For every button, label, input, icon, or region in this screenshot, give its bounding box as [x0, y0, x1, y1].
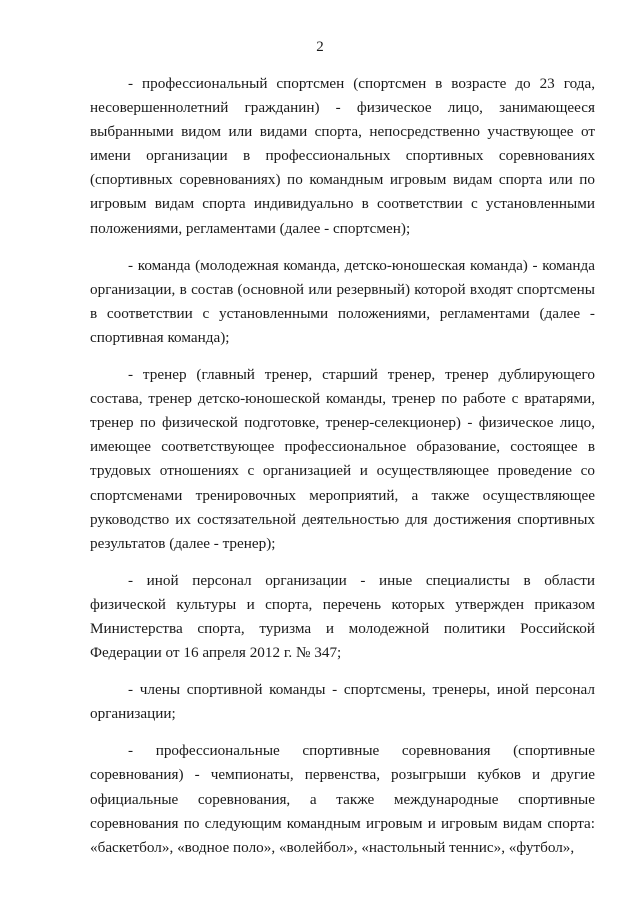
definition-team: - команда (молодежная команда, детско-юношеская команда) - команда организации, в состав (основной или резервный) которой входят спортсмены в соответствии с установленными положениями, регламентами (далее - спортивная команда); — [90, 256, 595, 346]
definition-other-staff: - иной персонал организации - иные специалисты в области физической культуры и спорта, перечень которых утвержден приказом Министерства спорта, туризма и молодежной политики Российской Федерации от 16 апреля 2012 г. № 347; — [90, 571, 595, 662]
definition-professional-athlete: - профессиональный спортсмен (спортсмен в возрасте до 23 года, несовершеннолетний гражданин) - физическое лицо, занимающееся выбранными видом или видами спорта, непосредственно участвующее от имени организации в профессиональных спортивных соревнованиях (спортивных соревнованиях) по командным игровым видам спорта или по игровым видам спорта индивидуально в соответствии с установленными положениями, регламентами (далее - спортсмен); — [90, 75, 595, 237]
definition-team-members: - члены спортивной команды - спортсмены, тренеры, иной персонал организации; — [90, 681, 595, 723]
page-number: 2 — [316, 39, 324, 55]
definition-professional-competitions: - профессиональные спортивные соревнования (спортивные соревнования) - чемпионаты, первенства, розыгрыши кубков и другие официальные соревнования, а также международные спортивные соревнования по следующим командным игровым и игровым видам спорта: «баскетбол», «водное поло», «волейбол», «настольный теннис», «футбол», — [90, 742, 595, 856]
definition-coach: - тренер (главный тренер, старший тренер, тренер дублирующего состава, тренер детско-юношеской команды, тренер по работе с вратарями, тренер по физической подготовке, тренер-селекционер) - физическое лицо, имеющее соответствующее профессиональное образование, состоящее в трудовых отношениях с организацией и осуществляющее проведение со спортсменами тренировочных мероприятий, а также осуществляющее руководство их состязательной деятельностью для достижения спортивных результатов (далее - тренер); — [90, 366, 595, 552]
document-body — [90, 72, 595, 860]
